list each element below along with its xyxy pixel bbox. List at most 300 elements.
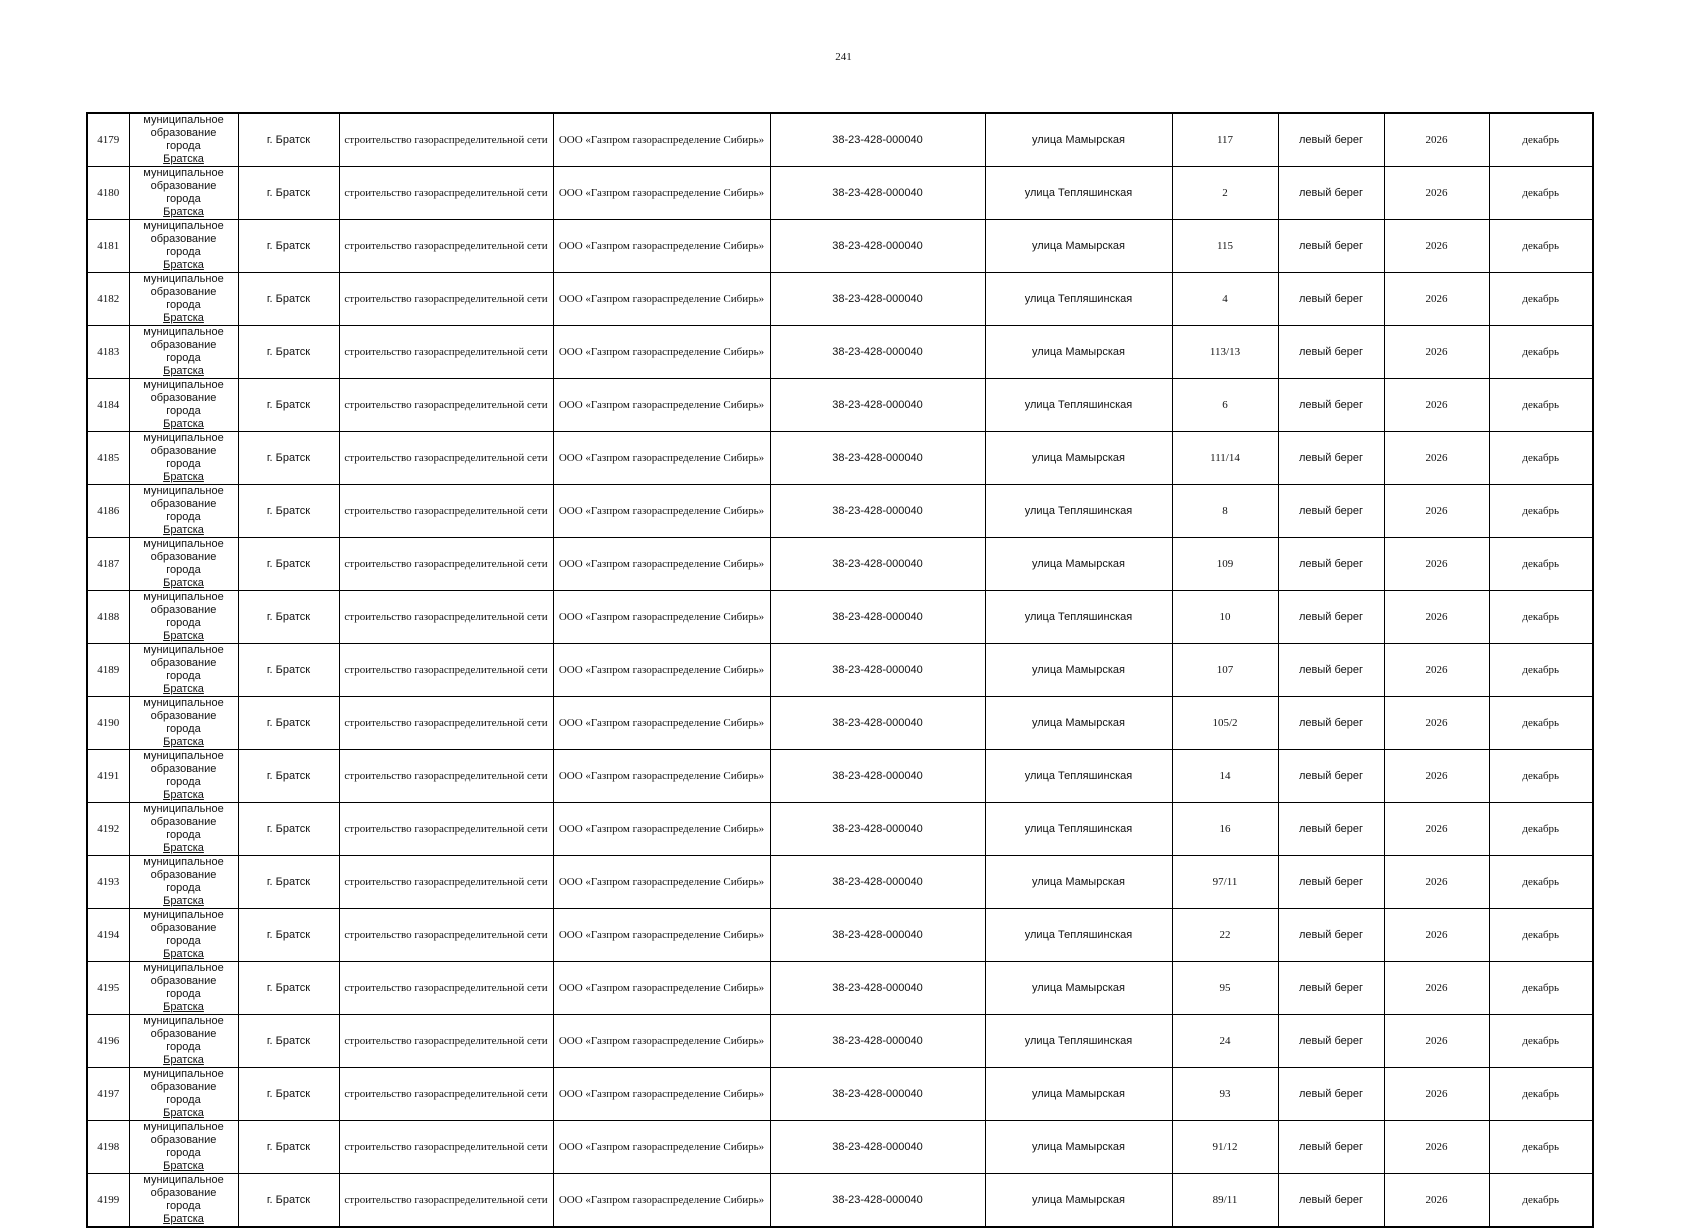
table-row: [87, 273, 1593, 326]
municipality-cell: [129, 909, 238, 962]
municipality-line: муниципальное: [143, 1174, 224, 1186]
year-cell: 2026: [1384, 803, 1489, 856]
river-bank-cell: левый берег: [1278, 273, 1384, 326]
street-cell: улица Тепляшинская: [985, 591, 1172, 644]
river-bank-cell: левый берег: [1278, 1015, 1384, 1068]
house-number-cell: 14: [1172, 750, 1278, 803]
month-cell: декабрь: [1489, 1121, 1593, 1174]
cadastral-code-cell: 38-23-428-000040: [770, 644, 985, 697]
cadastral-code-cell: 38-23-428-000040: [770, 962, 985, 1015]
municipality-line: образование города: [150, 1134, 217, 1159]
municipality-line: Братска: [163, 683, 204, 695]
municipality-cell: [129, 273, 238, 326]
month-cell: декабрь: [1489, 326, 1593, 379]
cadastral-code-cell: 38-23-428-000040: [770, 379, 985, 432]
municipality-line: образование города: [150, 498, 217, 523]
registry-body: [87, 113, 1593, 1227]
cadastral-code-cell: 38-23-428-000040: [770, 697, 985, 750]
row-number: 4189: [87, 644, 129, 697]
municipality-line: муниципальное: [143, 697, 224, 709]
table-row: [87, 591, 1593, 644]
cadastral-code-cell: 38-23-428-000040: [770, 1174, 985, 1228]
municipality-line: образование города: [150, 975, 217, 1000]
river-bank-cell: левый берег: [1278, 220, 1384, 273]
row-number: 4186: [87, 485, 129, 538]
house-number-cell: 113/13: [1172, 326, 1278, 379]
municipality-line: муниципальное: [143, 1068, 224, 1080]
municipality-line: Братска: [163, 1054, 204, 1066]
municipality-line: Братска: [163, 577, 204, 589]
year-cell: 2026: [1384, 697, 1489, 750]
municipality-line: Братска: [163, 1001, 204, 1013]
municipality-line: образование города: [150, 286, 217, 311]
municipality-line: муниципальное: [143, 167, 224, 179]
city-cell: г. Братск: [238, 538, 339, 591]
table-row: [87, 803, 1593, 856]
cadastral-code-cell: 38-23-428-000040: [770, 1015, 985, 1068]
year-cell: 2026: [1384, 167, 1489, 220]
municipality-line: муниципальное: [143, 591, 224, 603]
cadastral-code-cell: 38-23-428-000040: [770, 803, 985, 856]
organization-cell: ООО «Газпром газораспределение Сибирь»: [553, 962, 770, 1015]
municipality-line: муниципальное: [143, 273, 224, 285]
organization-cell: ООО «Газпром газораспределение Сибирь»: [553, 591, 770, 644]
house-number-cell: 95: [1172, 962, 1278, 1015]
city-cell: г. Братск: [238, 485, 339, 538]
city-cell: г. Братск: [238, 856, 339, 909]
organization-cell: ООО «Газпром газораспределение Сибирь»: [553, 167, 770, 220]
table-row: [87, 962, 1593, 1015]
river-bank-cell: левый берег: [1278, 591, 1384, 644]
municipality-cell: [129, 220, 238, 273]
row-number: 4180: [87, 167, 129, 220]
municipality-cell: [129, 1174, 238, 1228]
house-number-cell: 16: [1172, 803, 1278, 856]
row-number: 4185: [87, 432, 129, 485]
street-cell: улица Мамырская: [985, 432, 1172, 485]
river-bank-cell: левый берег: [1278, 113, 1384, 167]
municipality-line: образование города: [150, 392, 217, 417]
river-bank-cell: левый берег: [1278, 697, 1384, 750]
cadastral-code-cell: 38-23-428-000040: [770, 273, 985, 326]
street-cell: улица Мамырская: [985, 1121, 1172, 1174]
year-cell: 2026: [1384, 113, 1489, 167]
city-cell: г. Братск: [238, 273, 339, 326]
work-type-cell: строительство газораспределительной сети: [339, 697, 553, 750]
table-row: [87, 1015, 1593, 1068]
organization-cell: ООО «Газпром газораспределение Сибирь»: [553, 485, 770, 538]
month-cell: декабрь: [1489, 697, 1593, 750]
row-number: 4197: [87, 1068, 129, 1121]
house-number-cell: 89/11: [1172, 1174, 1278, 1228]
year-cell: 2026: [1384, 1121, 1489, 1174]
municipality-line: Братска: [163, 895, 204, 907]
municipality-cell: [129, 379, 238, 432]
work-type-cell: строительство газораспределительной сети: [339, 962, 553, 1015]
river-bank-cell: левый берег: [1278, 485, 1384, 538]
cadastral-code-cell: 38-23-428-000040: [770, 856, 985, 909]
work-type-cell: строительство газораспределительной сети: [339, 273, 553, 326]
municipality-line: муниципальное: [143, 432, 224, 444]
city-cell: г. Братск: [238, 1174, 339, 1228]
house-number-cell: 22: [1172, 909, 1278, 962]
table-row: [87, 1121, 1593, 1174]
year-cell: 2026: [1384, 1015, 1489, 1068]
house-number-cell: 93: [1172, 1068, 1278, 1121]
year-cell: 2026: [1384, 432, 1489, 485]
organization-cell: ООО «Газпром газораспределение Сибирь»: [553, 697, 770, 750]
work-type-cell: строительство газораспределительной сети: [339, 1068, 553, 1121]
municipality-line: образование города: [150, 604, 217, 629]
municipality-line: образование города: [150, 816, 217, 841]
street-cell: улица Тепляшинская: [985, 167, 1172, 220]
house-number-cell: 8: [1172, 485, 1278, 538]
table-row: [87, 909, 1593, 962]
city-cell: г. Братск: [238, 167, 339, 220]
work-type-cell: строительство газораспределительной сети: [339, 644, 553, 697]
river-bank-cell: левый берег: [1278, 644, 1384, 697]
cadastral-code-cell: 38-23-428-000040: [770, 750, 985, 803]
municipality-line: образование города: [150, 657, 217, 682]
city-cell: г. Братск: [238, 644, 339, 697]
municipality-line: образование города: [150, 233, 217, 258]
river-bank-cell: левый берег: [1278, 909, 1384, 962]
house-number-cell: 6: [1172, 379, 1278, 432]
municipality-cell: [129, 1015, 238, 1068]
river-bank-cell: левый берег: [1278, 538, 1384, 591]
municipality-line: образование города: [150, 763, 217, 788]
month-cell: декабрь: [1489, 1174, 1593, 1228]
municipality-line: муниципальное: [143, 114, 224, 126]
river-bank-cell: левый берег: [1278, 167, 1384, 220]
house-number-cell: 24: [1172, 1015, 1278, 1068]
municipality-line: муниципальное: [143, 750, 224, 762]
city-cell: г. Братск: [238, 591, 339, 644]
organization-cell: ООО «Газпром газораспределение Сибирь»: [553, 909, 770, 962]
month-cell: декабрь: [1489, 909, 1593, 962]
city-cell: г. Братск: [238, 1068, 339, 1121]
municipality-cell: [129, 697, 238, 750]
year-cell: 2026: [1384, 485, 1489, 538]
year-cell: 2026: [1384, 326, 1489, 379]
municipality-line: образование города: [150, 180, 217, 205]
municipality-cell: [129, 750, 238, 803]
municipality-line: образование города: [150, 869, 217, 894]
municipality-cell: [129, 113, 238, 167]
organization-cell: ООО «Газпром газораспределение Сибирь»: [553, 538, 770, 591]
city-cell: г. Братск: [238, 326, 339, 379]
city-cell: г. Братск: [238, 432, 339, 485]
municipality-line: Братска: [163, 153, 204, 165]
row-number: 4181: [87, 220, 129, 273]
municipality-line: муниципальное: [143, 1121, 224, 1133]
house-number-cell: 105/2: [1172, 697, 1278, 750]
municipality-line: муниципальное: [143, 220, 224, 232]
city-cell: г. Братск: [238, 379, 339, 432]
work-type-cell: строительство газораспределительной сети: [339, 538, 553, 591]
table-row: [87, 113, 1593, 167]
street-cell: улица Тепляшинская: [985, 1015, 1172, 1068]
city-cell: г. Братск: [238, 697, 339, 750]
row-number: 4193: [87, 856, 129, 909]
row-number: 4190: [87, 697, 129, 750]
municipality-line: образование города: [150, 127, 217, 152]
municipality-cell: [129, 962, 238, 1015]
municipality-line: Братска: [163, 789, 204, 801]
street-cell: улица Мамырская: [985, 962, 1172, 1015]
municipality-line: образование города: [150, 1081, 217, 1106]
city-cell: г. Братск: [238, 962, 339, 1015]
row-number: 4187: [87, 538, 129, 591]
river-bank-cell: левый берег: [1278, 326, 1384, 379]
year-cell: 2026: [1384, 750, 1489, 803]
street-cell: улица Тепляшинская: [985, 379, 1172, 432]
organization-cell: ООО «Газпром газораспределение Сибирь»: [553, 1068, 770, 1121]
table-row: [87, 485, 1593, 538]
table-row: [87, 1174, 1593, 1228]
organization-cell: ООО «Газпром газораспределение Сибирь»: [553, 644, 770, 697]
house-number-cell: 107: [1172, 644, 1278, 697]
month-cell: декабрь: [1489, 962, 1593, 1015]
month-cell: декабрь: [1489, 113, 1593, 167]
year-cell: 2026: [1384, 538, 1489, 591]
work-type-cell: строительство газораспределительной сети: [339, 856, 553, 909]
municipality-line: муниципальное: [143, 1015, 224, 1027]
cadastral-code-cell: 38-23-428-000040: [770, 1121, 985, 1174]
cadastral-code-cell: 38-23-428-000040: [770, 591, 985, 644]
municipality-cell: [129, 644, 238, 697]
cadastral-code-cell: 38-23-428-000040: [770, 909, 985, 962]
municipality-line: Братска: [163, 842, 204, 854]
year-cell: 2026: [1384, 220, 1489, 273]
work-type-cell: строительство газораспределительной сети: [339, 1121, 553, 1174]
organization-cell: ООО «Газпром газораспределение Сибирь»: [553, 220, 770, 273]
house-number-cell: 111/14: [1172, 432, 1278, 485]
table-row: [87, 167, 1593, 220]
municipality-line: образование города: [150, 339, 217, 364]
year-cell: 2026: [1384, 962, 1489, 1015]
municipality-line: муниципальное: [143, 856, 224, 868]
city-cell: г. Братск: [238, 1121, 339, 1174]
work-type-cell: строительство газораспределительной сети: [339, 909, 553, 962]
cadastral-code-cell: 38-23-428-000040: [770, 167, 985, 220]
municipality-line: образование города: [150, 710, 217, 735]
cadastral-code-cell: 38-23-428-000040: [770, 538, 985, 591]
street-cell: улица Тепляшинская: [985, 273, 1172, 326]
organization-cell: ООО «Газпром газораспределение Сибирь»: [553, 432, 770, 485]
city-cell: г. Братск: [238, 909, 339, 962]
house-number-cell: 115: [1172, 220, 1278, 273]
year-cell: 2026: [1384, 1174, 1489, 1228]
year-cell: 2026: [1384, 856, 1489, 909]
municipality-cell: [129, 856, 238, 909]
municipality-line: Братска: [163, 471, 204, 483]
river-bank-cell: левый берег: [1278, 1121, 1384, 1174]
municipality-line: муниципальное: [143, 803, 224, 815]
row-number: 4182: [87, 273, 129, 326]
work-type-cell: строительство газораспределительной сети: [339, 220, 553, 273]
municipality-line: образование города: [150, 922, 217, 947]
month-cell: декабрь: [1489, 273, 1593, 326]
row-number: 4195: [87, 962, 129, 1015]
house-number-cell: 4: [1172, 273, 1278, 326]
municipality-line: Братска: [163, 312, 204, 324]
municipality-line: муниципальное: [143, 909, 224, 921]
work-type-cell: строительство газораспределительной сети: [339, 167, 553, 220]
work-type-cell: строительство газораспределительной сети: [339, 1015, 553, 1068]
work-type-cell: строительство газораспределительной сети: [339, 803, 553, 856]
municipality-line: Братска: [163, 418, 204, 430]
municipality-line: Братска: [163, 1213, 204, 1225]
street-cell: улица Тепляшинская: [985, 485, 1172, 538]
municipality-cell: [129, 485, 238, 538]
municipality-line: Братска: [163, 259, 204, 271]
month-cell: декабрь: [1489, 167, 1593, 220]
row-number: 4198: [87, 1121, 129, 1174]
cadastral-code-cell: 38-23-428-000040: [770, 485, 985, 538]
month-cell: декабрь: [1489, 538, 1593, 591]
gasification-registry-table: [86, 112, 1594, 1228]
municipality-line: муниципальное: [143, 962, 224, 974]
work-type-cell: строительство газораспределительной сети: [339, 379, 553, 432]
municipality-line: образование города: [150, 1028, 217, 1053]
table-row: [87, 644, 1593, 697]
table-row: [87, 750, 1593, 803]
municipality-line: Братска: [163, 206, 204, 218]
street-cell: улица Мамырская: [985, 697, 1172, 750]
street-cell: улица Мамырская: [985, 220, 1172, 273]
table-row: [87, 856, 1593, 909]
year-cell: 2026: [1384, 591, 1489, 644]
work-type-cell: строительство газораспределительной сети: [339, 432, 553, 485]
municipality-cell: [129, 538, 238, 591]
street-cell: улица Мамырская: [985, 1068, 1172, 1121]
month-cell: декабрь: [1489, 485, 1593, 538]
row-number: 4196: [87, 1015, 129, 1068]
month-cell: декабрь: [1489, 220, 1593, 273]
municipality-line: муниципальное: [143, 644, 224, 656]
municipality-cell: [129, 591, 238, 644]
year-cell: 2026: [1384, 644, 1489, 697]
municipality-cell: [129, 326, 238, 379]
municipality-line: образование города: [150, 551, 217, 576]
city-cell: г. Братск: [238, 113, 339, 167]
organization-cell: ООО «Газпром газораспределение Сибирь»: [553, 1015, 770, 1068]
cadastral-code-cell: 38-23-428-000040: [770, 1068, 985, 1121]
municipality-line: муниципальное: [143, 326, 224, 338]
table-row: [87, 432, 1593, 485]
cadastral-code-cell: 38-23-428-000040: [770, 113, 985, 167]
work-type-cell: строительство газораспределительной сети: [339, 591, 553, 644]
house-number-cell: 91/12: [1172, 1121, 1278, 1174]
organization-cell: ООО «Газпром газораспределение Сибирь»: [553, 113, 770, 167]
river-bank-cell: левый берег: [1278, 1174, 1384, 1228]
river-bank-cell: левый берег: [1278, 803, 1384, 856]
municipality-line: муниципальное: [143, 379, 224, 391]
street-cell: улица Мамырская: [985, 644, 1172, 697]
street-cell: улица Тепляшинская: [985, 750, 1172, 803]
organization-cell: ООО «Газпром газораспределение Сибирь»: [553, 273, 770, 326]
municipality-line: Братска: [163, 365, 204, 377]
work-type-cell: строительство газораспределительной сети: [339, 485, 553, 538]
street-cell: улица Мамырская: [985, 113, 1172, 167]
municipality-cell: [129, 432, 238, 485]
municipality-cell: [129, 167, 238, 220]
year-cell: 2026: [1384, 909, 1489, 962]
municipality-line: образование города: [150, 1187, 217, 1212]
street-cell: улица Мамырская: [985, 856, 1172, 909]
municipality-line: Братска: [163, 524, 204, 536]
work-type-cell: строительство газораспределительной сети: [339, 326, 553, 379]
organization-cell: ООО «Газпром газораспределение Сибирь»: [553, 1174, 770, 1228]
river-bank-cell: левый берег: [1278, 856, 1384, 909]
work-type-cell: строительство газораспределительной сети: [339, 750, 553, 803]
work-type-cell: строительство газораспределительной сети: [339, 113, 553, 167]
river-bank-cell: левый берег: [1278, 379, 1384, 432]
row-number: 4194: [87, 909, 129, 962]
city-cell: г. Братск: [238, 1015, 339, 1068]
month-cell: декабрь: [1489, 591, 1593, 644]
municipality-cell: [129, 1068, 238, 1121]
organization-cell: ООО «Газпром газораспределение Сибирь»: [553, 750, 770, 803]
city-cell: г. Братск: [238, 220, 339, 273]
house-number-cell: 97/11: [1172, 856, 1278, 909]
municipality-line: Братска: [163, 1160, 204, 1172]
row-number: 4199: [87, 1174, 129, 1228]
row-number: 4179: [87, 113, 129, 167]
municipality-line: муниципальное: [143, 485, 224, 497]
municipality-cell: [129, 803, 238, 856]
month-cell: декабрь: [1489, 856, 1593, 909]
table-row: [87, 326, 1593, 379]
cadastral-code-cell: 38-23-428-000040: [770, 432, 985, 485]
table-row: [87, 1068, 1593, 1121]
work-type-cell: строительство газораспределительной сети: [339, 1174, 553, 1228]
row-number: 4192: [87, 803, 129, 856]
river-bank-cell: левый берег: [1278, 432, 1384, 485]
table-row: [87, 538, 1593, 591]
organization-cell: ООО «Газпром газораспределение Сибирь»: [553, 326, 770, 379]
year-cell: 2026: [1384, 273, 1489, 326]
year-cell: 2026: [1384, 1068, 1489, 1121]
street-cell: улица Мамырская: [985, 538, 1172, 591]
row-number: 4184: [87, 379, 129, 432]
house-number-cell: 109: [1172, 538, 1278, 591]
month-cell: декабрь: [1489, 750, 1593, 803]
house-number-cell: 10: [1172, 591, 1278, 644]
municipality-line: Братска: [163, 1107, 204, 1119]
month-cell: декабрь: [1489, 644, 1593, 697]
page-number: 241: [835, 51, 852, 63]
city-cell: г. Братск: [238, 803, 339, 856]
organization-cell: ООО «Газпром газораспределение Сибирь»: [553, 379, 770, 432]
organization-cell: ООО «Газпром газораспределение Сибирь»: [553, 856, 770, 909]
organization-cell: ООО «Газпром газораспределение Сибирь»: [553, 1121, 770, 1174]
river-bank-cell: левый берег: [1278, 750, 1384, 803]
municipality-line: Братска: [163, 630, 204, 642]
municipality-line: Братска: [163, 948, 204, 960]
municipality-line: Братска: [163, 736, 204, 748]
year-cell: 2026: [1384, 379, 1489, 432]
municipality-cell: [129, 1121, 238, 1174]
row-number: 4183: [87, 326, 129, 379]
table-row: [87, 697, 1593, 750]
municipality-line: муниципальное: [143, 538, 224, 550]
month-cell: декабрь: [1489, 803, 1593, 856]
table-row: [87, 220, 1593, 273]
organization-cell: ООО «Газпром газораспределение Сибирь»: [553, 803, 770, 856]
street-cell: улица Тепляшинская: [985, 909, 1172, 962]
